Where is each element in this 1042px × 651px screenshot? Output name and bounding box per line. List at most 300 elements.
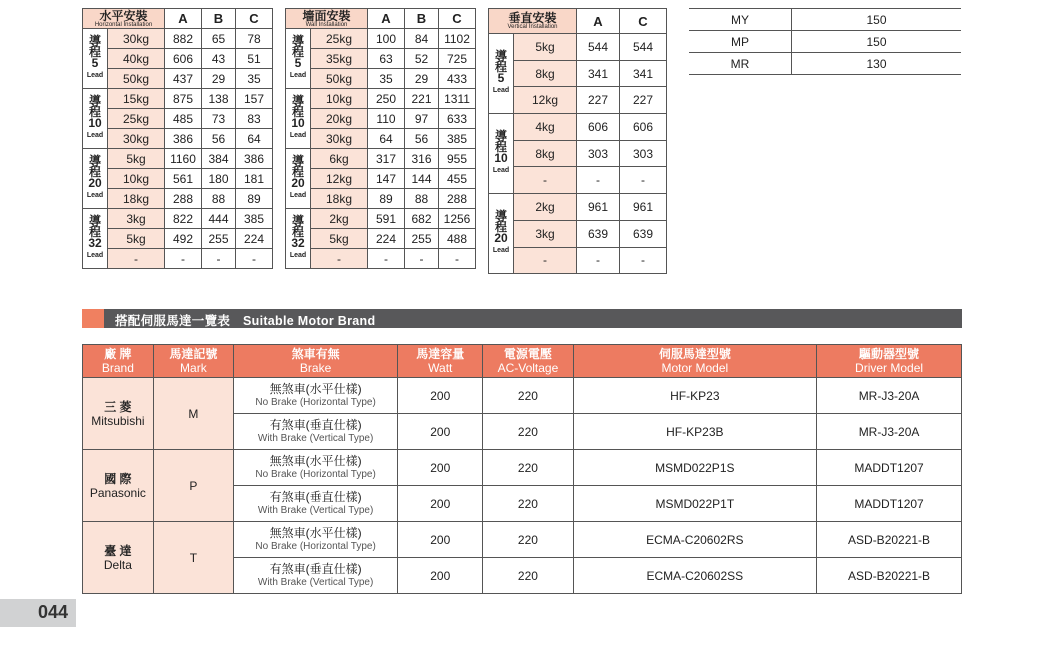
lead-label <box>83 29 108 89</box>
lead-char: 導 <box>291 154 304 168</box>
value-cell: 110 <box>368 109 405 129</box>
value-cell: - <box>165 249 202 269</box>
value-cell: 63 <box>368 49 405 69</box>
lead-char: 導 <box>88 34 101 48</box>
value-cell: 386 <box>236 149 273 169</box>
lead-label <box>286 89 311 149</box>
value-cell: 437 <box>165 69 202 89</box>
value-cell: 227 <box>577 87 620 114</box>
value-cell: - <box>202 249 236 269</box>
table-row <box>489 34 667 61</box>
header-zh: 煞車有無 <box>291 347 340 361</box>
moment-value: 130 <box>792 53 962 75</box>
moment-value: 150 <box>792 31 962 53</box>
brake-en: No Brake (Horizontal Type) <box>255 396 376 408</box>
load-weight-cell: 25kg <box>108 109 165 129</box>
vertical-body <box>489 34 667 274</box>
load-weight-cell: 30kg <box>311 129 368 149</box>
load-weight-cell: 5kg <box>514 34 577 61</box>
load-weight-cell: - <box>514 167 577 194</box>
value-cell: 221 <box>405 89 439 109</box>
load-weight-cell: 40kg <box>108 49 165 69</box>
lead-word: Lead <box>492 87 510 95</box>
lead-value: 32 <box>88 236 102 250</box>
brand-cell <box>83 378 154 450</box>
value-cell: 633 <box>439 109 476 129</box>
driver-model-cell: MADDT1207 <box>817 486 962 522</box>
load-weight-cell: 2kg <box>311 209 368 229</box>
table-row <box>286 169 476 189</box>
brake-zh: 無煞車(水平仕樣) <box>269 453 362 468</box>
lead-value: 10 <box>494 151 508 166</box>
brake-cell <box>233 378 397 414</box>
table-row <box>83 169 273 189</box>
lead-char: 導 <box>494 209 507 224</box>
table-row <box>83 49 273 69</box>
horizontal-load-table <box>82 8 273 269</box>
load-weight-cell: 5kg <box>311 229 368 249</box>
motor-model-cell: ECMA-C20602SS <box>573 558 817 594</box>
motor-row <box>83 450 962 486</box>
motor-column-header <box>233 345 397 378</box>
lead-value: 5 <box>91 56 99 70</box>
value-cell: 455 <box>439 169 476 189</box>
moment-body <box>689 9 961 75</box>
value-cell: 591 <box>368 209 405 229</box>
watt-cell: 200 <box>398 522 483 558</box>
moment-key: MP <box>689 31 792 53</box>
load-weight-cell: 10kg <box>311 89 368 109</box>
table-row <box>489 140 667 167</box>
motor-column-header <box>398 345 483 378</box>
value-cell: 955 <box>439 149 476 169</box>
lead-value: 32 <box>291 236 305 250</box>
value-cell: 227 <box>620 87 667 114</box>
brake-en: No Brake (Horizontal Type) <box>255 468 376 480</box>
lead-label <box>286 209 311 269</box>
value-cell: 43 <box>202 49 236 69</box>
value-cell: 544 <box>620 34 667 61</box>
section-header-bar <box>82 309 962 328</box>
table-row <box>83 89 273 109</box>
value-cell: 52 <box>405 49 439 69</box>
value-cell: 386 <box>165 129 202 149</box>
lead-label <box>83 149 108 209</box>
value-cell: 73 <box>202 109 236 129</box>
driver-model-cell: MADDT1207 <box>817 450 962 486</box>
horizontal-title: 水平安裝 <box>99 8 148 23</box>
table-row <box>286 29 476 49</box>
lead-char: 程 <box>88 225 101 239</box>
load-weight-cell: 20kg <box>311 109 368 129</box>
voltage-cell: 220 <box>483 414 573 450</box>
load-weight-cell: 8kg <box>514 60 577 87</box>
motor-column-header <box>153 345 233 378</box>
horizontal-header <box>83 9 165 29</box>
brand-name-zh: 國 際 <box>104 471 132 486</box>
value-cell: 147 <box>368 169 405 189</box>
horizontal-body <box>83 29 273 269</box>
voltage-cell: 220 <box>483 486 573 522</box>
value-cell: 138 <box>202 89 236 109</box>
value-cell: 882 <box>165 29 202 49</box>
wall-title: 墻面安裝 <box>302 8 351 23</box>
motor-mark: T <box>153 522 233 594</box>
load-weight-cell: 25kg <box>311 29 368 49</box>
value-cell: - <box>620 167 667 194</box>
lead-char: 導 <box>88 154 101 168</box>
lead-label <box>286 29 311 89</box>
value-cell: 544 <box>577 34 620 61</box>
lead-label <box>83 89 108 149</box>
brake-en: With Brake (Vertical Type) <box>257 504 374 516</box>
lead-word: Lead <box>289 72 307 79</box>
value-cell: 961 <box>577 194 620 221</box>
header-zh: 電源電壓 <box>503 347 552 361</box>
brake-zh: 無煞車(水平仕樣) <box>269 381 362 396</box>
value-cell: 181 <box>236 169 273 189</box>
load-weight-cell: 50kg <box>311 69 368 89</box>
value-cell: 639 <box>577 220 620 247</box>
motor-row <box>83 378 962 414</box>
value-cell: 1160 <box>165 149 202 169</box>
value-cell: 385 <box>236 209 273 229</box>
motor-model-cell: ECMA-C20602RS <box>573 522 817 558</box>
lead-label <box>489 194 514 274</box>
table-row <box>83 129 273 149</box>
vertical-load-table <box>488 8 667 274</box>
lead-char: 導 <box>494 49 507 64</box>
moment-key: MR <box>689 53 792 75</box>
brand-name-zh: 臺 達 <box>104 543 132 558</box>
lead-char: 導 <box>291 214 304 228</box>
table-row <box>489 114 667 141</box>
brake-zh: 有煞車(垂直仕樣) <box>269 489 362 504</box>
moment-row <box>689 53 961 75</box>
table-row <box>286 69 476 89</box>
section-title: 搭配伺服馬達一覽表 Suitable Motor Brand <box>115 314 376 328</box>
table-row <box>83 229 273 249</box>
lead-word: Lead <box>86 72 104 79</box>
value-cell: - <box>577 167 620 194</box>
motor-mark: M <box>153 378 233 450</box>
lead-value: 20 <box>494 231 508 246</box>
header-en: Motor Model <box>661 361 729 375</box>
value-cell: 250 <box>368 89 405 109</box>
header-en: Mark <box>180 361 207 375</box>
lead-char: 程 <box>291 165 304 179</box>
value-cell: 97 <box>405 109 439 129</box>
watt-cell: 200 <box>398 486 483 522</box>
vertical-title: 垂直安裝 <box>508 11 557 25</box>
table-row <box>83 109 273 129</box>
value-cell: 875 <box>165 89 202 109</box>
load-weight-cell: 5kg <box>108 229 165 249</box>
value-cell: 316 <box>405 149 439 169</box>
motor-header-row <box>83 345 962 378</box>
lead-char: 程 <box>291 225 304 239</box>
header-zh: 馬達記號 <box>169 347 218 361</box>
value-cell: 56 <box>405 129 439 149</box>
value-cell: 35 <box>368 69 405 89</box>
lead-word: Lead <box>289 132 307 139</box>
value-cell: - <box>368 249 405 269</box>
value-cell: 64 <box>368 129 405 149</box>
value-cell: 84 <box>405 29 439 49</box>
brake-cell <box>233 522 397 558</box>
col-a-header: A <box>577 9 620 34</box>
watt-cell: 200 <box>398 450 483 486</box>
lead-char: 程 <box>88 45 101 59</box>
motor-column-header <box>573 345 817 378</box>
table-row <box>286 229 476 249</box>
value-cell: 100 <box>368 29 405 49</box>
page-number: 044 <box>37 602 68 622</box>
value-cell: 1102 <box>439 29 476 49</box>
vertical-title-en: Vertical Installation <box>507 24 558 30</box>
value-cell: 89 <box>236 189 273 209</box>
lead-char: 程 <box>291 45 304 59</box>
load-weight-cell: 4kg <box>514 114 577 141</box>
lead-word: Lead <box>86 132 104 139</box>
table-row <box>83 149 273 169</box>
driver-model-cell: ASD-B20221-B <box>817 558 962 594</box>
load-weight-cell: 5kg <box>108 149 165 169</box>
lead-label <box>286 149 311 209</box>
brake-en: With Brake (Vertical Type) <box>257 432 374 444</box>
lead-char: 程 <box>291 105 304 119</box>
brake-en: No Brake (Horizontal Type) <box>255 540 376 552</box>
load-weight-cell: 30kg <box>108 129 165 149</box>
load-weight-cell: 30kg <box>108 29 165 49</box>
value-cell: 317 <box>368 149 405 169</box>
table-row <box>489 247 667 274</box>
header-en: Watt <box>428 361 453 375</box>
value-cell: 29 <box>405 69 439 89</box>
col-b-header: B <box>202 9 236 29</box>
value-cell: 303 <box>620 140 667 167</box>
table-row <box>489 60 667 87</box>
lead-char: 程 <box>494 140 507 155</box>
value-cell: 561 <box>165 169 202 189</box>
driver-model-cell: ASD-B20221-B <box>817 522 962 558</box>
value-cell: 224 <box>368 229 405 249</box>
brake-zh: 無煞車(水平仕樣) <box>269 525 362 540</box>
table-row <box>83 209 273 229</box>
value-cell: - <box>577 247 620 274</box>
lead-word: Lead <box>492 167 510 175</box>
brake-cell <box>233 558 397 594</box>
value-cell: 341 <box>577 60 620 87</box>
value-cell: 65 <box>202 29 236 49</box>
value-cell: - <box>439 249 476 269</box>
vertical-header <box>489 9 577 34</box>
brake-zh: 有煞車(垂直仕樣) <box>269 561 362 576</box>
motor-column-header <box>483 345 573 378</box>
table-row <box>83 189 273 209</box>
wall-body <box>286 29 476 269</box>
value-cell: 822 <box>165 209 202 229</box>
load-weight-cell: 18kg <box>311 189 368 209</box>
table-row <box>489 220 667 247</box>
value-cell: 255 <box>202 229 236 249</box>
value-cell: 606 <box>620 114 667 141</box>
load-weight-cell: 10kg <box>108 169 165 189</box>
load-weight-cell: 2kg <box>514 194 577 221</box>
motor-model-cell: MSMD022P1S <box>573 450 817 486</box>
table-row <box>286 209 476 229</box>
brake-cell <box>233 486 397 522</box>
value-cell: 89 <box>368 189 405 209</box>
brand-name-en: Delta <box>103 557 132 572</box>
value-cell: 961 <box>620 194 667 221</box>
load-weight-cell: 18kg <box>108 189 165 209</box>
value-cell: 88 <box>405 189 439 209</box>
brand-cell <box>83 450 154 522</box>
table-row <box>286 49 476 69</box>
moment-row <box>689 9 961 31</box>
table-row <box>286 249 476 269</box>
value-cell: 144 <box>405 169 439 189</box>
driver-model-cell: MR-J3-20A <box>817 414 962 450</box>
lead-char: 程 <box>88 105 101 119</box>
table-row <box>286 109 476 129</box>
table-row <box>286 149 476 169</box>
lead-char: 導 <box>88 214 101 228</box>
motor-model-cell: MSMD022P1T <box>573 486 817 522</box>
value-cell: 492 <box>165 229 202 249</box>
table-row <box>286 89 476 109</box>
value-cell: 288 <box>439 189 476 209</box>
table-row <box>286 129 476 149</box>
value-cell: 444 <box>202 209 236 229</box>
value-cell: 56 <box>202 129 236 149</box>
value-cell: - <box>405 249 439 269</box>
load-weight-cell: 12kg <box>514 87 577 114</box>
value-cell: 35 <box>236 69 273 89</box>
header-en: AC-Voltage <box>497 361 559 375</box>
table-row <box>489 194 667 221</box>
lead-char: 程 <box>494 220 507 235</box>
value-cell: - <box>236 249 273 269</box>
voltage-cell: 220 <box>483 378 573 414</box>
table-row <box>286 189 476 209</box>
value-cell: 51 <box>236 49 273 69</box>
voltage-cell: 220 <box>483 522 573 558</box>
table-row <box>489 87 667 114</box>
lead-word: Lead <box>86 252 104 259</box>
col-a-header: A <box>165 9 202 29</box>
lead-char: 程 <box>494 60 507 75</box>
horizontal-title-en: Horizontal Installation <box>94 21 153 28</box>
header-zh: 伺服馬達型號 <box>658 347 731 361</box>
load-weight-cell: 8kg <box>514 140 577 167</box>
header-zh: 驅動器型號 <box>859 347 920 361</box>
brake-en: With Brake (Vertical Type) <box>257 576 374 588</box>
value-cell: 29 <box>202 69 236 89</box>
motor-column-header <box>83 345 154 378</box>
moment-key: MY <box>689 9 792 31</box>
watt-cell: 200 <box>398 558 483 594</box>
table-row <box>83 249 273 269</box>
load-weight-cell: 3kg <box>108 209 165 229</box>
value-cell: 303 <box>577 140 620 167</box>
col-b-header: B <box>405 9 439 29</box>
lead-value: 10 <box>88 116 102 130</box>
lead-word: Lead <box>492 247 510 255</box>
value-cell: 639 <box>620 220 667 247</box>
lead-char: 程 <box>88 165 101 179</box>
lead-value: 20 <box>291 176 305 190</box>
brand-name-zh: 三 菱 <box>104 399 132 414</box>
header-en: Brand <box>101 361 134 375</box>
header-en: Driver Model <box>855 361 924 375</box>
value-cell: 1256 <box>439 209 476 229</box>
lead-char: 導 <box>291 34 304 48</box>
wall-title-en: Wall Installation <box>305 21 348 28</box>
watt-cell: 200 <box>398 414 483 450</box>
col-c-header: C <box>439 9 476 29</box>
lead-char: 導 <box>88 94 101 108</box>
page-number-tab <box>0 599 76 627</box>
brand-cell <box>83 522 154 594</box>
moment-row <box>689 31 961 53</box>
moment-table <box>689 8 961 75</box>
motor-model-cell: HF-KP23 <box>573 378 817 414</box>
motor-model-cell: HF-KP23B <box>573 414 817 450</box>
brake-zh: 有煞車(垂直仕樣) <box>269 417 362 432</box>
load-weight-cell: - <box>514 247 577 274</box>
motor-column-header <box>817 345 962 378</box>
load-weight-cell: 15kg <box>108 89 165 109</box>
value-cell: 606 <box>165 49 202 69</box>
brand-name-en: Panasonic <box>89 485 146 500</box>
load-weight-cell: 6kg <box>311 149 368 169</box>
load-weight-cell: 3kg <box>514 220 577 247</box>
value-cell: 433 <box>439 69 476 89</box>
lead-label <box>489 114 514 194</box>
lead-word: Lead <box>86 192 104 199</box>
value-cell: 606 <box>577 114 620 141</box>
lead-char: 導 <box>494 129 507 144</box>
lead-word: Lead <box>289 192 307 199</box>
wall-load-table <box>285 8 476 269</box>
value-cell: 682 <box>405 209 439 229</box>
lead-char: 導 <box>291 94 304 108</box>
driver-model-cell: MR-J3-20A <box>817 378 962 414</box>
value-cell: 1311 <box>439 89 476 109</box>
lead-value: 10 <box>291 116 305 130</box>
motor-body <box>83 378 962 594</box>
motor-brand-table <box>82 344 962 594</box>
section-marker <box>82 309 104 328</box>
col-c-header: C <box>620 9 667 34</box>
load-weight-cell: 50kg <box>108 69 165 89</box>
value-cell: 385 <box>439 129 476 149</box>
brake-cell <box>233 414 397 450</box>
value-cell: 255 <box>405 229 439 249</box>
value-cell: 341 <box>620 60 667 87</box>
brand-name-en: Mitsubishi <box>91 413 145 428</box>
lead-value: 5 <box>497 71 505 86</box>
header-en: Brake <box>299 361 332 375</box>
value-cell: 78 <box>236 29 273 49</box>
value-cell: 384 <box>202 149 236 169</box>
motor-mark: P <box>153 450 233 522</box>
value-cell: 83 <box>236 109 273 129</box>
value-cell: 180 <box>202 169 236 189</box>
value-cell: 224 <box>236 229 273 249</box>
